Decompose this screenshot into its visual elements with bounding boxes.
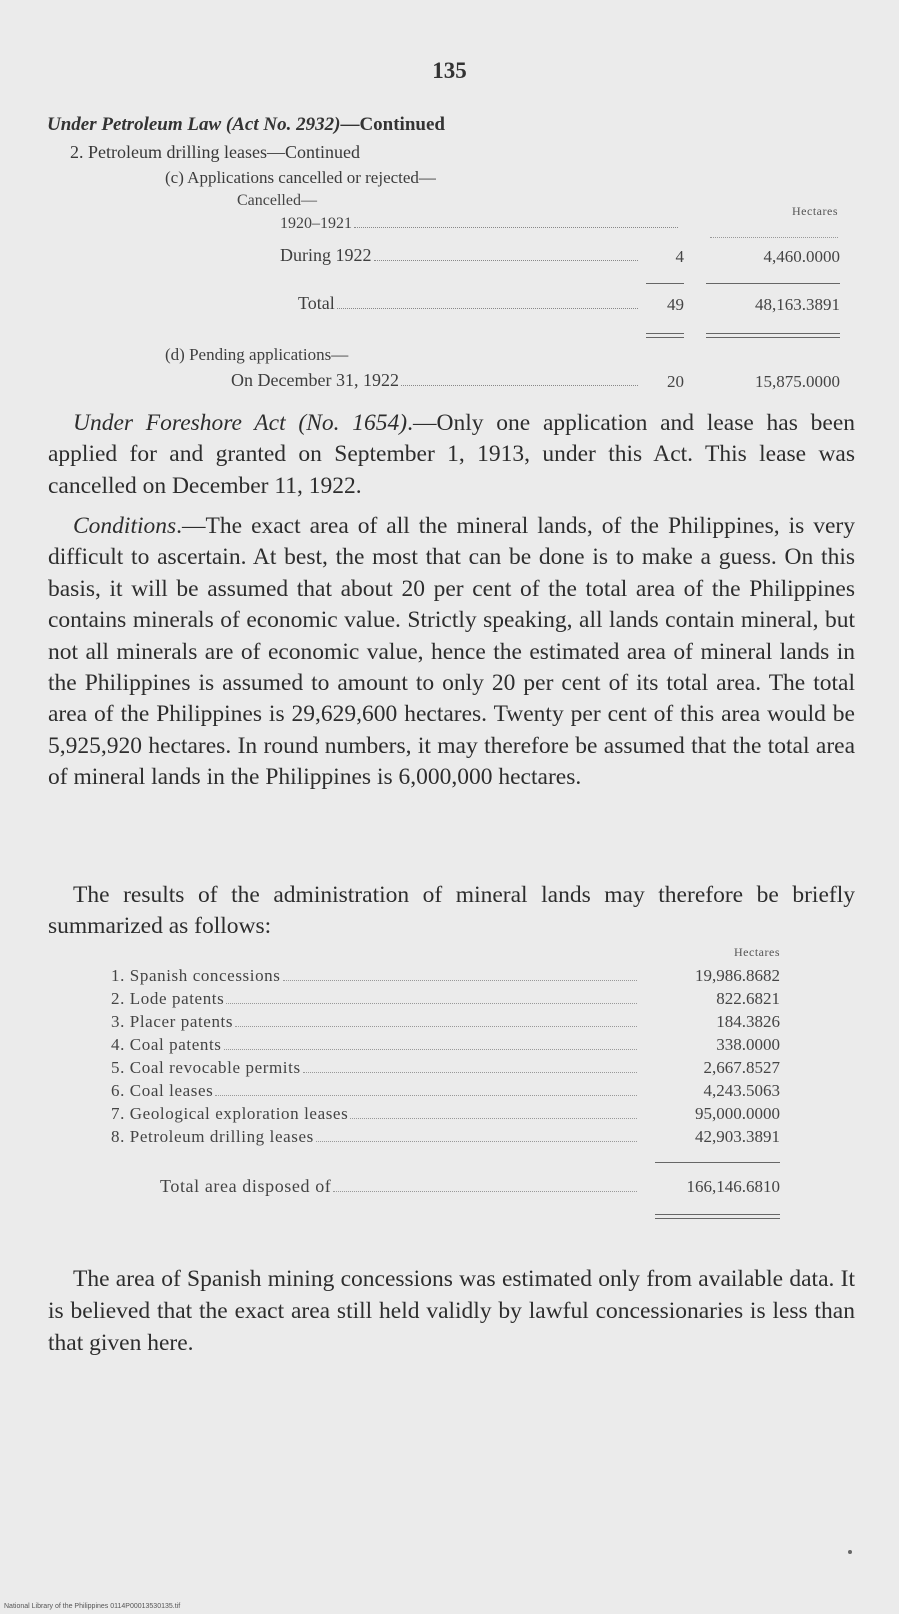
summary-label: 1. Spanish concessions: [111, 966, 281, 985]
summary-label: 8. Petroleum drilling leases: [111, 1127, 314, 1146]
section-d-row: [231, 370, 642, 391]
summary-row: [111, 1104, 641, 1124]
summary-row: [111, 1012, 641, 1032]
row-count: 20: [667, 372, 684, 391]
scan-speck: [848, 1550, 852, 1554]
leader-dots: [303, 1072, 637, 1073]
law-heading-suffix: —Continued: [340, 114, 445, 135]
page-number: 135: [432, 58, 467, 83]
table-c-row: [280, 245, 642, 266]
total-count: 49: [667, 295, 684, 314]
summary-value: 19,986.8682: [695, 966, 780, 985]
leader-dots: [350, 1118, 637, 1119]
leader-dots: [215, 1095, 637, 1096]
placeholder-dots: [710, 237, 838, 238]
foreshore-italic: Under Foreshore Act (No. 1654): [73, 410, 408, 436]
summary-value: 4,243.5063: [703, 1081, 780, 1100]
row-hectares: 15,875.0000: [755, 372, 840, 391]
count-rule: [646, 283, 684, 284]
summary-label: 6. Coal leases: [111, 1081, 214, 1100]
summary-total-double-rule: [655, 1214, 780, 1219]
summary-row: [111, 1127, 641, 1147]
leader-dots: [333, 1191, 637, 1192]
table-c-total-row: [298, 293, 642, 314]
leader-dots: [226, 1003, 637, 1004]
foreshore-text: .—Only one application and lease has been applied for and granted on September 1, 1913, under this Act. This lease was cancelled on December 11, 1922.: [48, 410, 855, 499]
summary-value: 184.3826: [716, 1012, 780, 1031]
hectares-rule: [706, 283, 840, 284]
subsection-c-heading: (c) Applications cancelled or rejected—: [165, 168, 436, 187]
summary-row: [111, 1035, 641, 1055]
law-heading-italic: Under Petroleum Law (Act No. 2932): [47, 114, 341, 135]
section-d-heading: (d) Pending applications—: [165, 345, 349, 364]
summary-row: [111, 989, 641, 1009]
leader-dots: [224, 1049, 637, 1050]
table-c-column-header: Hectares: [792, 204, 838, 218]
summary-value: 822.6821: [716, 989, 780, 1008]
summary-label: 4. Coal patents: [111, 1035, 222, 1054]
row-label: On December 31, 1922: [231, 370, 399, 390]
summary-value: 338.0000: [716, 1035, 780, 1054]
summary-value: 95,000.0000: [695, 1104, 780, 1123]
leader-dots: [283, 980, 638, 981]
row-label: During 1922: [280, 245, 372, 265]
closing-paragraph: The area of Spanish mining concessions was estimated only from available data. It is believed that the exact area still held validly by lawful concessionaries is less than that given here.: [48, 1266, 855, 1356]
count-double-rule: [646, 333, 684, 338]
foreshore-paragraph: [48, 408, 855, 502]
section-heading: 2. Petroleum drilling leases—Continued: [70, 142, 360, 162]
law-heading: [47, 114, 445, 136]
hectares-double-rule: [706, 333, 840, 338]
summary-value: 2,667.8527: [703, 1058, 780, 1077]
summary-label: 5. Coal revocable permits: [111, 1058, 301, 1077]
results-intro-paragraph: The results of the administration of mineral lands may therefore be briefly summarized as follows:: [48, 882, 855, 940]
summary-row: [111, 1058, 641, 1078]
scan-footer: National Library of the Philippines 0114P00013530135.tif: [4, 1603, 181, 1610]
summary-column-header: Hectares: [734, 945, 780, 959]
leader-dots: [354, 227, 678, 228]
summary-label: 7. Geological exploration leases: [111, 1104, 349, 1123]
table-c-row: [280, 215, 682, 233]
total-label: Total: [298, 293, 335, 313]
leader-dots: [316, 1141, 637, 1142]
leader-dots: [374, 260, 639, 261]
summary-total-label: Total area disposed of: [160, 1176, 332, 1196]
leader-dots: [401, 385, 638, 386]
row-hectares: 4,460.0000: [763, 247, 840, 266]
summary-total-row: [160, 1176, 641, 1197]
conditions-text: .—The exact area of all the mineral lands, of the Philippines, is very difficult to ascertain. At best, the most that can be done is to make a guess. On this basis, it will be assumed that about 20 per cent of the total area of the Philippines contains minerals of economic value. Strictly speaking, all lands contain mineral, but not all minerals are of economic value, hence the estimated area of mineral lands in the Philippines is assumed to amount to only 20 per cent of its total area. The total area of the Philippines is 29,629,600 hectares. Twenty per cent of this area would be 5,925,920 hectares. In round numbers, it may therefore be assumed that the total area of mineral lands in the Philippines is 6,000,000 hectares.: [48, 513, 855, 791]
summary-total-rule: [655, 1162, 780, 1163]
summary-value: 42,903.3891: [695, 1127, 780, 1146]
leader-dots: [337, 308, 638, 309]
total-hectares: 48,163.3891: [755, 295, 840, 314]
cancelled-heading: Cancelled—: [237, 192, 317, 209]
leader-dots: [235, 1026, 637, 1027]
summary-total-value: 166,146.6810: [686, 1177, 780, 1196]
conditions-paragraph: [48, 511, 855, 794]
summary-row: [111, 966, 641, 986]
summary-row: [111, 1081, 641, 1101]
row-count: 4: [675, 247, 684, 266]
summary-label: 3. Placer patents: [111, 1012, 234, 1031]
summary-label: 2. Lode patents: [111, 989, 225, 1008]
row-label: 1920–1921: [280, 215, 352, 232]
conditions-italic: Conditions: [73, 513, 177, 539]
